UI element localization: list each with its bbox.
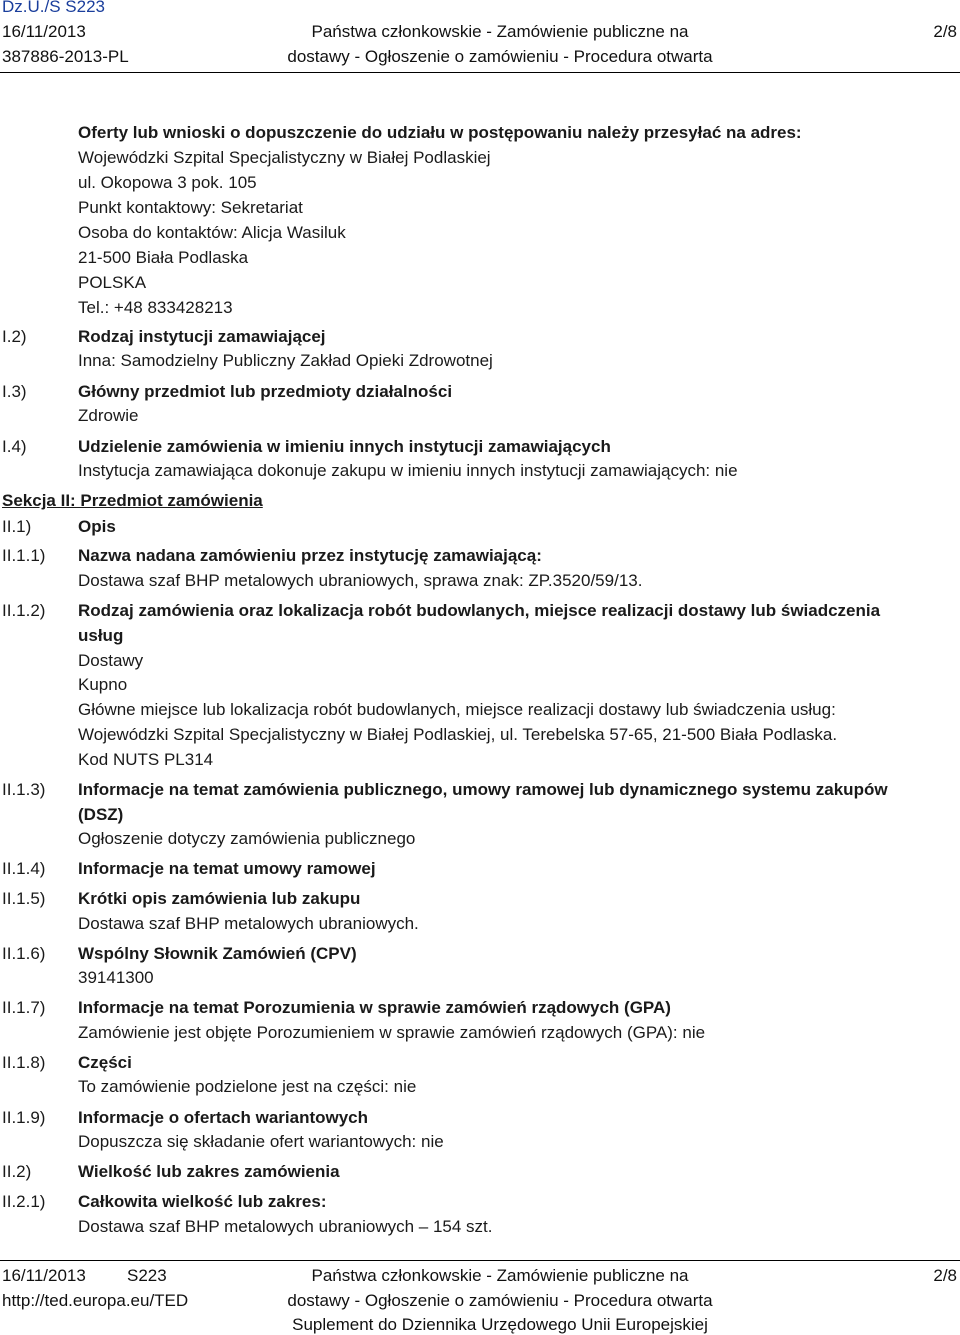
address-heading: Oferty lub wnioski o dopuszczenie do udziału w postępowaniu należy przesyłać na adres:	[78, 123, 802, 142]
item-value: Dostawa szaf BHP metalowych ubraniowych – 154 szt.	[78, 1217, 493, 1236]
section-value: Instytucja zamawiająca dokonuje zakupu w imieniu innych instytucji zamawiających: nie	[78, 461, 738, 480]
item-title: (DSZ)	[78, 805, 124, 824]
item-value: Dostawa szaf BHP metalowych ubraniowych.	[78, 914, 419, 933]
footer-page-number: 2/8	[933, 1266, 957, 1285]
address-line: 21-500 Biała Podlaska	[78, 248, 249, 267]
item-number: II.1.1)	[2, 546, 46, 565]
item-title: Krótki opis zamówienia lub zakupu	[78, 889, 361, 908]
item-title: Informacje na temat zamówienia publicznego, umowy ramowej lub dynamicznego systemu zakupów	[78, 780, 888, 799]
item-value: 39141300	[78, 968, 154, 987]
address-line: Wojewódzki Szpital Specjalistyczny w Białej Podlaskiej	[78, 148, 491, 167]
item-number: II.1.6)	[2, 944, 46, 963]
section-title: Główny przedmiot lub przedmioty działalności	[78, 382, 453, 401]
item-value: Dostawa szaf BHP metalowych ubraniowych, sprawa znak: ZP.3520/59/13.	[78, 571, 643, 590]
header-divider	[0, 72, 960, 73]
item-value: Dopuszcza się składanie ofert wariantowych: nie	[78, 1132, 444, 1151]
item-value: To zamówienie podzielone jest na części: nie	[78, 1077, 417, 1096]
item-value: Ogłoszenie dotyczy zamówienia publicznego	[78, 829, 416, 848]
item-value: Dostawy	[78, 651, 144, 670]
item-title: Rodzaj zamówienia oraz lokalizacja robót budowlanych, miejsce realizacji dostawy lub świadczenia	[78, 601, 881, 620]
section-number: I.2)	[2, 327, 27, 346]
item-value: Wojewódzki Szpital Specjalistyczny w Białej Podlaskiej, ul. Terebelska 57-65, 21-500 Biała Podlaska.	[78, 725, 838, 744]
item-value: Główne miejsce lub lokalizacja robót budowlanych, miejsce realizacji dostawy lub świadczenia usług:	[78, 700, 836, 719]
item-number: II.1.8)	[2, 1053, 46, 1072]
item-number: II.1.4)	[2, 859, 46, 878]
footer-title-line2: dostawy - Ogłoszenie o zamówieniu - Procedura otwarta	[287, 1291, 713, 1310]
item-title: Wielkość lub zakres zamówienia	[78, 1162, 340, 1181]
header-publication-link[interactable]: Dz.U./S S223	[2, 0, 105, 16]
section-value: Inna: Samodzielny Publiczny Zakład Opieki Zdrowotnej	[78, 351, 493, 370]
item-number: II.1.2)	[2, 601, 46, 620]
item-title: Całkowita wielkość lub zakres:	[78, 1192, 327, 1211]
section-title: Rodzaj instytucji zamawiającej	[78, 327, 326, 346]
header-notice-id: 387886-2013-PL	[2, 47, 129, 66]
item-title: Części	[78, 1053, 132, 1072]
footer-code: S223	[127, 1266, 167, 1285]
header-title-line1: Państwa członkowskie - Zamówienie publiczne na	[311, 22, 689, 41]
item-number: II.1.9)	[2, 1108, 46, 1127]
section-title: Udzielenie zamówienia w imieniu innych instytucji zamawiających	[78, 437, 611, 456]
item-title: Informacje o ofertach wariantowych	[78, 1108, 369, 1127]
section-number: I.3)	[2, 382, 27, 401]
item-title: usług	[78, 626, 124, 645]
footer-url: http://ted.europa.eu/TED	[2, 1291, 189, 1310]
section-value: Zdrowie	[78, 406, 139, 425]
item-number: II.2.1)	[2, 1192, 46, 1211]
item-number: II.1.7)	[2, 998, 46, 1017]
footer-divider	[0, 1260, 960, 1261]
header-date: 16/11/2013	[2, 22, 86, 41]
item-title: Nazwa nadana zamówieniu przez instytucję zamawiającą:	[78, 546, 542, 565]
address-line: ul. Okopowa 3 pok. 105	[78, 173, 257, 192]
item-title: Wspólny Słownik Zamówień (CPV)	[78, 944, 357, 963]
footer-title-line1: Państwa członkowskie - Zamówienie publiczne na	[311, 1266, 689, 1285]
section-number: II.1)	[2, 517, 32, 536]
address-line: Osoba do kontaktów: Alicja Wasiluk	[78, 223, 346, 242]
section-number: I.4)	[2, 437, 27, 456]
footer-date: 16/11/2013	[2, 1266, 86, 1285]
header-title-line2: dostawy - Ogłoszenie o zamówieniu - Procedura otwarta	[287, 47, 713, 66]
address-line: Punkt kontaktowy: Sekretariat	[78, 198, 303, 217]
item-title: Informacje na temat umowy ramowej	[78, 859, 376, 878]
header-page-number: 2/8	[933, 22, 957, 41]
item-number: II.1.3)	[2, 780, 46, 799]
address-line: POLSKA	[78, 273, 147, 292]
section-title: Opis	[78, 517, 116, 536]
item-value: Zamówienie jest objęte Porozumieniem w sprawie zamówień rządowych (GPA): nie	[78, 1023, 706, 1042]
section-heading: Sekcja II: Przedmiot zamówienia	[2, 491, 263, 510]
item-number: II.2)	[2, 1162, 32, 1181]
item-title: Informacje na temat Porozumienia w sprawie zamówień rządowych (GPA)	[78, 998, 671, 1017]
footer-title-line3: Suplement do Dziennika Urzędowego Unii Europejskiej	[292, 1315, 708, 1334]
item-value: Kod NUTS PL314	[78, 750, 214, 769]
item-value: Kupno	[78, 675, 128, 694]
address-line: Tel.: +48 833428213	[78, 298, 233, 317]
item-number: II.1.5)	[2, 889, 46, 908]
